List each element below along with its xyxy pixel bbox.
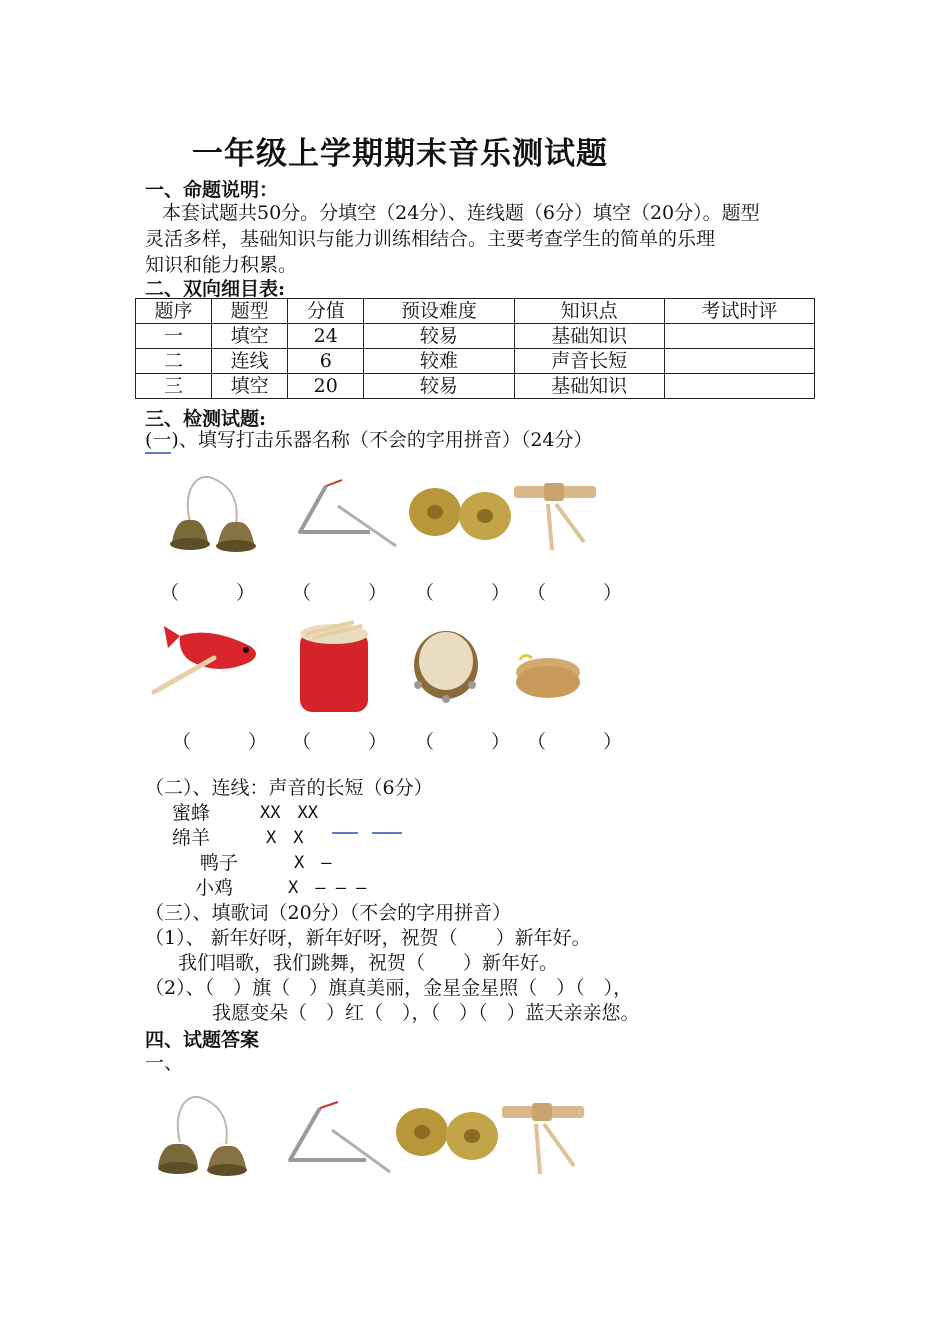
table-header-row <box>136 299 815 324</box>
answer-blank[interactable]: （ ） <box>527 582 623 604</box>
table-cell: 一 <box>136 324 212 349</box>
lyric-line[interactable]: 我们唱歌，我们跳舞，祝贺（ ）新年好。 <box>178 952 559 974</box>
part3-title: （三）、填歌词（20分）（不会的字用拼音） <box>145 902 512 924</box>
lyric-line[interactable]: （1）、 新年好呀，新年好呀，祝贺（ ）新年好。 <box>145 927 591 949</box>
match-left-item[interactable]: 鸭子 <box>200 852 239 874</box>
match-right-item[interactable]: X – – – <box>288 878 367 898</box>
section4-sub: 一、 <box>145 1052 184 1074</box>
bell-pair-icon <box>152 470 272 565</box>
edit-mark <box>145 452 171 454</box>
section2-heading: 二、双向细目表: <box>145 278 286 300</box>
match-right-item[interactable]: X X <box>266 828 304 848</box>
table-row <box>136 324 815 349</box>
match-left-item[interactable]: 蜜蜂 <box>172 802 211 824</box>
castanets-icon <box>512 650 587 705</box>
table-cell: 较易 <box>364 324 514 349</box>
part1-title: (一)、填写打击乐器名称（不会的字用拼音）（24分） <box>145 429 593 451</box>
table-header: 预设难度 <box>364 299 514 324</box>
cymbals-icon <box>392 1100 502 1170</box>
table-cell: 20 <box>288 374 364 399</box>
table-row <box>136 374 815 399</box>
red-drum-icon <box>296 618 372 716</box>
table-cell: 二 <box>136 349 212 374</box>
section1-line-2: 灵活多样，基础知识与能力训练相结合。主要考查学生的简单的乐理 <box>145 228 716 250</box>
spec-table <box>135 298 815 399</box>
wood-block-icon <box>498 1100 588 1180</box>
table-cell: 三 <box>136 374 212 399</box>
answer-blank[interactable]: （ ） <box>415 582 511 604</box>
table-cell <box>664 374 814 399</box>
cymbals-icon <box>405 480 515 550</box>
answer-blank[interactable]: （ ） <box>292 582 388 604</box>
section1-heading: 一、命题说明： <box>145 179 279 201</box>
table-cell: 较难 <box>364 349 514 374</box>
match-right-item[interactable]: X – <box>294 853 332 873</box>
table-cell <box>664 349 814 374</box>
section1-line-1: 本套试题共50分。分填空（24分）、连线题（6分）填空（20分）。题型 <box>162 202 760 224</box>
page-title: 一年级上学期期末音乐测试题 <box>192 136 608 172</box>
table-header: 分值 <box>288 299 364 324</box>
table-cell: 声音长短 <box>514 349 664 374</box>
match-left-item[interactable]: 小鸡 <box>195 877 234 899</box>
section4-heading: 四、试题答案 <box>145 1029 260 1051</box>
table-cell: 连线 <box>212 349 288 374</box>
edit-mark <box>372 832 402 834</box>
wood-block-icon <box>510 480 600 555</box>
section3-heading: 三、检测试题: <box>145 408 267 430</box>
lyric-line[interactable]: （2）、（ ）旗（ ）旗真美丽，金星金星照（ ）（ ）， <box>145 977 633 999</box>
table-header: 题型 <box>212 299 288 324</box>
triangle-icon <box>282 1100 394 1185</box>
section1-line-3: 知识和能力积累。 <box>145 254 298 276</box>
table-cell <box>664 324 814 349</box>
table-cell: 较易 <box>364 374 514 399</box>
part2-title: （二）、连线：声音的长短（6分） <box>145 777 433 799</box>
answer-blank[interactable]: （ ） <box>160 582 256 604</box>
table-header: 知识点 <box>514 299 664 324</box>
bell-pair-icon <box>142 1090 262 1185</box>
table-cell: 24 <box>288 324 364 349</box>
match-left-item[interactable]: 绵羊 <box>172 827 211 849</box>
table-header: 题序 <box>136 299 212 324</box>
table-cell: 基础知识 <box>514 374 664 399</box>
table-header: 考试时评 <box>664 299 814 324</box>
answer-blank[interactable]: （ ） <box>172 731 268 753</box>
table-cell: 6 <box>288 349 364 374</box>
match-right-item[interactable]: XX XX <box>260 803 318 823</box>
tambourine-icon <box>408 625 484 711</box>
table-cell: 填空 <box>212 374 288 399</box>
edit-mark <box>332 832 358 834</box>
table-cell: 填空 <box>212 324 288 349</box>
triangle-icon <box>292 478 404 558</box>
answer-blank[interactable]: （ ） <box>527 731 623 753</box>
lyric-line[interactable]: 我愿变朵（ ）红（ ），（ ）（ ）蓝天亲亲您。 <box>212 1002 640 1024</box>
answer-blank[interactable]: （ ） <box>415 731 511 753</box>
table-cell: 基础知识 <box>514 324 664 349</box>
wooden-fish-icon <box>150 618 265 698</box>
table-row <box>136 349 815 374</box>
answer-blank[interactable]: （ ） <box>292 731 388 753</box>
